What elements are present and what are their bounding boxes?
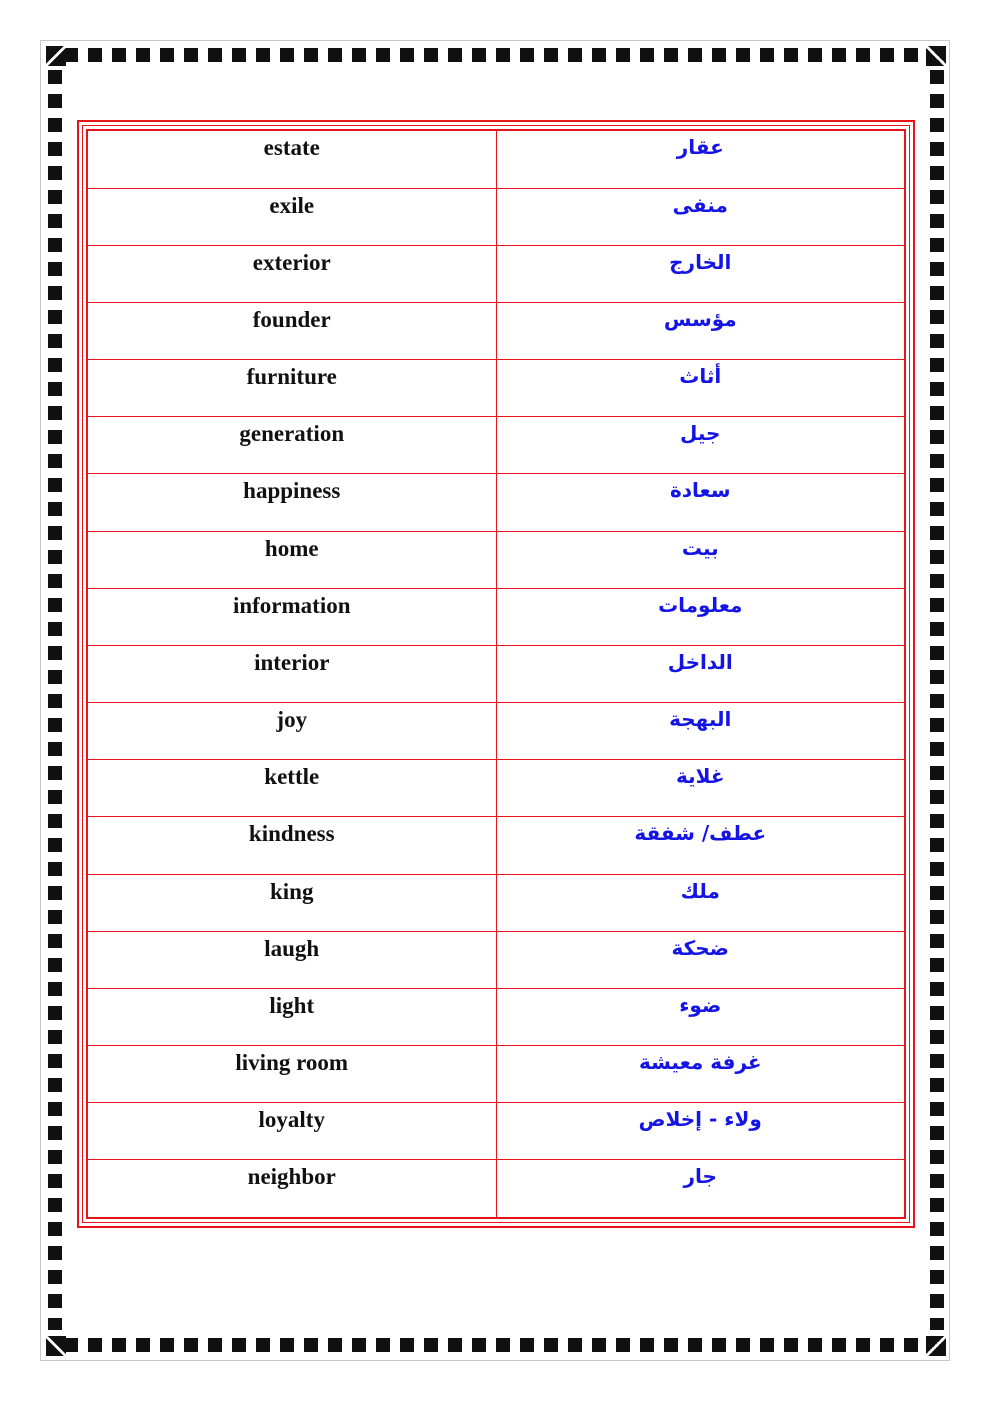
table-row [88,245,904,302]
table-row [88,131,904,188]
arabic-translation: ملك [496,874,904,931]
table-row [88,360,904,417]
arabic-translation: ولاء - إخلاص [496,1103,904,1160]
decorative-border-left [48,70,62,1330]
arabic-translation: الداخل [496,645,904,702]
arabic-translation: جار [496,1160,904,1217]
english-word: furniture [88,360,496,417]
table-row [88,931,904,988]
english-word: exile [88,188,496,245]
english-word: king [88,874,496,931]
decorative-border-bottom [64,1338,926,1352]
table-row [88,874,904,931]
arabic-translation: مؤسس [496,302,904,359]
table-row [88,1160,904,1217]
table-row [88,645,904,702]
english-word: kindness [88,817,496,874]
arabic-translation: بيت [496,531,904,588]
arabic-translation: سعادة [496,474,904,531]
english-word: loyalty [88,1103,496,1160]
english-word: laugh [88,931,496,988]
arabic-translation: عقار [496,131,904,188]
table-row [88,760,904,817]
border-corner [926,46,946,66]
vocabulary-table [88,131,904,1217]
arabic-translation: غلاية [496,760,904,817]
arabic-translation: معلومات [496,588,904,645]
english-word: estate [88,131,496,188]
vocabulary-table-frame [77,120,915,1228]
english-word: founder [88,302,496,359]
english-word: kettle [88,760,496,817]
arabic-translation: أثاث [496,360,904,417]
english-word: home [88,531,496,588]
decorative-border-top [64,48,926,62]
table-row [88,417,904,474]
table-row [88,302,904,359]
arabic-translation: عطف/ شفقة [496,817,904,874]
table-row [88,474,904,531]
border-corner [46,46,66,66]
border-corner [926,1336,946,1356]
english-word: joy [88,703,496,760]
arabic-translation: غرفة معيشة [496,1046,904,1103]
english-word: living room [88,1046,496,1103]
english-word: light [88,988,496,1045]
arabic-translation: منفى [496,188,904,245]
table-row [88,703,904,760]
arabic-translation: جيل [496,417,904,474]
english-word: generation [88,417,496,474]
table-row [88,1103,904,1160]
english-word: exterior [88,245,496,302]
arabic-translation: الخارج [496,245,904,302]
arabic-translation: ضحكة [496,931,904,988]
arabic-translation: ضوء [496,988,904,1045]
border-corner [46,1336,66,1356]
table-row [88,531,904,588]
table-row [88,817,904,874]
english-word: neighbor [88,1160,496,1217]
table-row [88,988,904,1045]
decorative-border-right [930,70,944,1330]
english-word: happiness [88,474,496,531]
arabic-translation: البهجة [496,703,904,760]
table-row [88,1046,904,1103]
table-row [88,588,904,645]
table-row [88,188,904,245]
english-word: information [88,588,496,645]
english-word: interior [88,645,496,702]
